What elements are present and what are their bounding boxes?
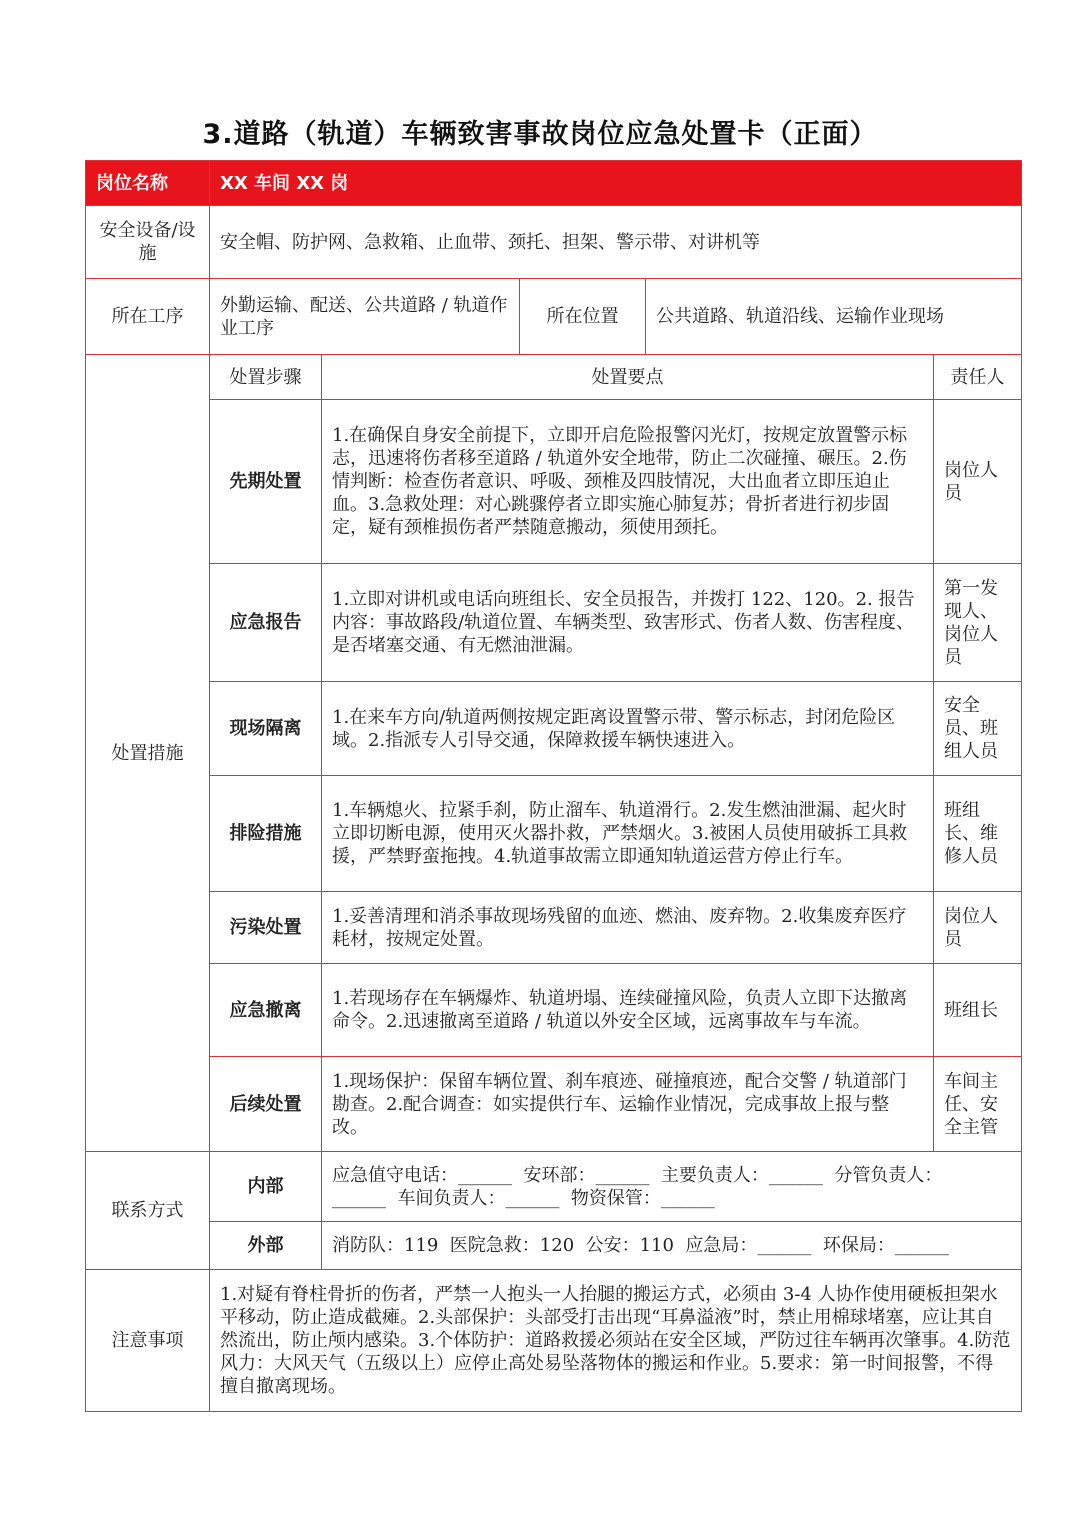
process-row [86, 279, 1022, 355]
resp-cell: 第一发现人、岗位人员 [934, 564, 1022, 682]
resp-cell: 班组长 [934, 964, 1022, 1057]
col-points-header: 处置要点 [322, 355, 934, 400]
post-name-label: 岗位名称 [86, 161, 210, 206]
notes-row [86, 1270, 1022, 1412]
post-name-value: XX 车间 XX 岗 [210, 161, 1022, 206]
internal-contacts-line-1: 应急值守电话：______ 安环部：______ 主要负责人：______ 分管负责人： [332, 1164, 943, 1186]
measures-label: 处置措施 [86, 355, 210, 1152]
resp-cell: 岗位人员 [934, 400, 1022, 564]
col-step-header: 处置步骤 [210, 355, 322, 400]
process-label: 所在工序 [86, 279, 210, 355]
contact-external-row [86, 1222, 1022, 1270]
contact-label: 联系方式 [86, 1152, 210, 1270]
table-row [86, 964, 1022, 1057]
points-cell: 1.妥善清理和消杀事故现场残留的血迹、燃油、废弃物。2.收集废弃医疗耗材，按规定处置。 [322, 892, 934, 964]
step-cell: 先期处置 [210, 400, 322, 564]
table-row [86, 776, 1022, 892]
points-cell: 1.在来车方向/轨道两侧按规定距离设置警示带、警示标志，封闭危险区域。2.指派专人引导交通，保障救援车辆快速进入。 [322, 682, 934, 776]
points-cell: 1.若现场存在车辆爆炸、轨道坍塌、连续碰撞风险，负责人立即下达撤离命令。2.迅速撤离至道路 / 轨道以外安全区域，远离事故车与车流。 [322, 964, 934, 1057]
resp-cell: 岗位人员 [934, 892, 1022, 964]
table-row [86, 400, 1022, 564]
table-row [86, 1057, 1022, 1152]
internal-contacts-line-2: ______ 车间负责人：______ 物资保管：______ [332, 1187, 715, 1209]
page-title: 3.道路（轨道）车辆致害事故岗位应急处置卡（正面） [202, 119, 878, 150]
table-row [86, 564, 1022, 682]
points-cell: 1.立即对讲机或电话向班组长、安全员报告，并拨打 122、120。2. 报告内容：事故路段/轨道位置、车辆类型、致害形式、伤者人数、伤害程度、是否堵塞交通、有无燃油泄漏。 [322, 564, 934, 682]
equipment-row [86, 206, 1022, 279]
resp-cell: 车间主任、安全主管 [934, 1057, 1022, 1152]
equipment-value: 安全帽、防护网、急救箱、止血带、颈托、担架、警示带、对讲机等 [210, 206, 1022, 279]
external-label: 外部 [210, 1222, 322, 1270]
measures-header-row [86, 355, 1022, 400]
col-resp-header: 责任人 [934, 355, 1022, 400]
table-row [86, 682, 1022, 776]
table-row [86, 892, 1022, 964]
notes-value: 1.对疑有脊柱骨折的伤者，严禁一人抱头一人抬腿的搬运方式，必须由 3-4 人协作使用硬板担架水平移动，防止造成截瘫。2.头部保护：头部受打击出现“耳鼻溢液”时，禁止用棉球堵塞，应让其自然流出，防止颅内感染。3.个体防护：道路救援必须站在安全区域，严防过往车辆再次肇事。4.防范风力：大风天气（五级以上）应停止高处易坠落物体的搬运和作业。5.要求：第一时间报警，不得擅自撤离现场。 [210, 1270, 1022, 1412]
internal-label: 内部 [210, 1152, 322, 1222]
internal-contacts [322, 1152, 1022, 1222]
equipment-label: 安全设备/设施 [86, 206, 210, 279]
step-cell: 现场隔离 [210, 682, 322, 776]
step-cell: 后续处置 [210, 1057, 322, 1152]
process-value: 外勤运输、配送、公共道路 / 轨道作业工序 [210, 279, 520, 355]
step-cell: 应急撤离 [210, 964, 322, 1057]
resp-cell: 班组长、维修人员 [934, 776, 1022, 892]
location-label: 所在位置 [520, 279, 646, 355]
points-cell: 1.在确保自身安全前提下，立即开启危险报警闪光灯，按规定放置警示标志，迅速将伤者移至道路 / 轨道外安全地带，防止二次碰撞、碾压。2.伤情判断：检查伤者意识、呼吸、颈椎及四肢情况，大出血者立即压迫止血。3.急救处理：对心跳骤停者立即实施心肺复苏；骨折者进行初步固定，疑有颈椎损伤者严禁随意搬动，须使用颈托。 [322, 400, 934, 564]
points-cell: 1.现场保护：保留车辆位置、刹车痕迹、碰撞痕迹，配合交警 / 轨道部门勘查。2.配合调查：如实提供行车、运输作业情况，完成事故上报与整改。 [322, 1057, 934, 1152]
contact-internal-row [86, 1152, 1022, 1222]
emergency-card-table [85, 160, 1022, 1412]
resp-cell: 安全员、班组人员 [934, 682, 1022, 776]
step-cell: 应急报告 [210, 564, 322, 682]
external-contacts: 消防队：119 医院急救：120 公安：110 应急局：______ 环保局：______ [322, 1222, 1022, 1270]
notes-label: 注意事项 [86, 1270, 210, 1412]
header-row [86, 161, 1022, 206]
step-cell: 排险措施 [210, 776, 322, 892]
step-cell: 污染处置 [210, 892, 322, 964]
points-cell: 1.车辆熄火、拉紧手刹，防止溜车、轨道滑行。2.发生燃油泄漏、起火时立即切断电源，使用灭火器扑救，严禁烟火。3.被困人员使用破拆工具救援，严禁野蛮拖拽。4.轨道事故需立即通知轨道运营方停止行车。 [322, 776, 934, 892]
location-value: 公共道路、轨道沿线、运输作业现场 [646, 279, 1022, 355]
